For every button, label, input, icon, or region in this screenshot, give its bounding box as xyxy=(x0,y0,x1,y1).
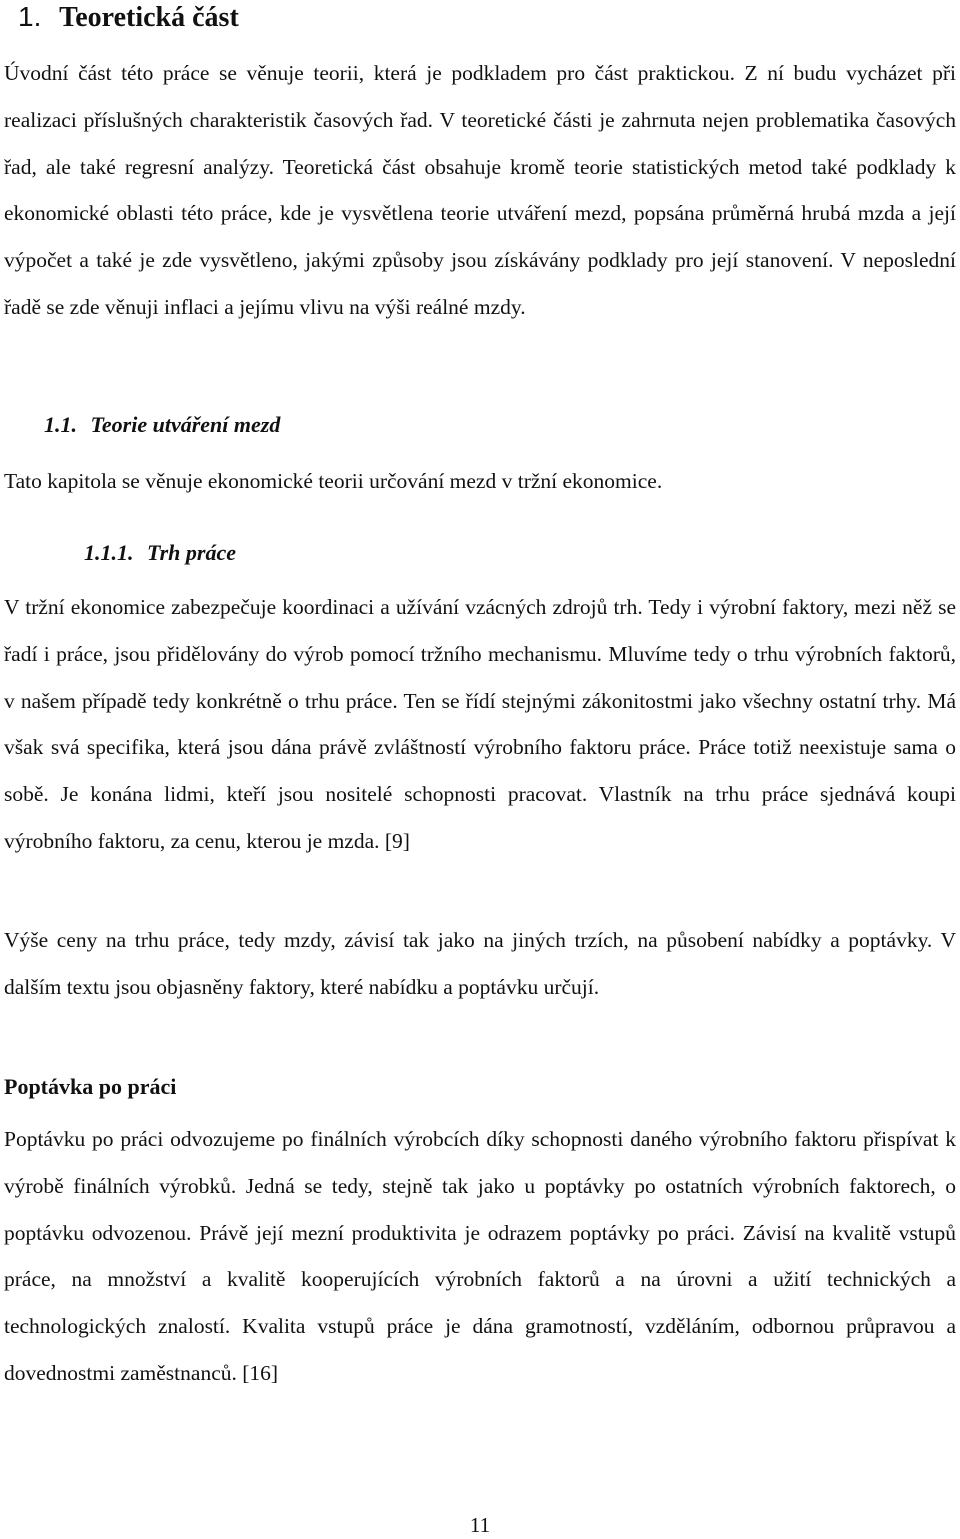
labor-demand-heading: Poptávka po práci xyxy=(4,1074,177,1099)
section-number: 1.1. xyxy=(44,412,77,437)
chapter-heading xyxy=(18,0,239,35)
labor-market-paragraph-1: V tržní ekonomice zabezpečuje koordinaci a užívání vzácných zdrojů trh. Tedy i výrobní faktory, mezi něž se řadí i práce, jsou přidělovány do výrob pomocí tržního mechanismu. Mluvíme tedy o trhu výrobních faktorů, v našem případě tedy konkrétně o trhu práce. Ten se řídí stejnými zákonitostmi jako všechny ostatní trhy. Má však svá specifika, která jsou dána právě zvláštností výrobního faktoru práce. Práce totiž neexistuje sama o sobě. Je konána lidmi, kteří jsou nositelé schopnosti pracovat. Vlastník na trhu práce sjednává koupi výrobního faktoru, za cenu, kterou je mzda. [9] xyxy=(4,595,956,853)
labor-market-paragraph-2: Výše ceny na trhu práce, tedy mzdy, závisí tak jako na jiných trzích, na působení nabídky a poptávky. V dalším textu jsou objasněny faktory, které nabídku a poptávku určují. xyxy=(4,928,956,999)
intro-paragraph: Úvodní část této práce se věnuje teorii, která je podkladem pro část praktickou. Z ní budu vycházet při realizaci příslušných charakteristik časových řad. V teoretické části je zahrnuta nejen problematika časových řad, ale také regresní analýzy. Teoretická část obsahuje kromě teorie statistických metod také podklady k ekonomické oblasti této práce, kde je vysvětlena teorie utváření mezd, popsána průměrná hrubá mzda a její výpočet a také je zde vysvětleno, jakými způsoby jsou získávány podklady pro její stanovení. V neposlední řadě se zde věnuji inflaci a jejímu vlivu na výši reálné mzdy. xyxy=(4,61,956,319)
chapter-title: Teoretická část xyxy=(59,2,239,33)
page-number: 11 xyxy=(469,1513,491,1537)
subsection-heading xyxy=(84,538,236,568)
chapter-intro-paragraph: Tato kapitola se věnuje ekonomické teorii určování mezd v tržní ekonomice. xyxy=(4,469,663,493)
chapter-number: 1. xyxy=(18,1,42,32)
section-title: Teorie utváření mezd xyxy=(90,412,281,437)
labor-demand-paragraph: Poptávku po práci odvozujeme po finálních výrobcích díky schopnosti daného výrobního faktoru přispívat k výrobě finálních výrobků. Jedná se tedy, stejně tak jako u poptávky po ostatních výrobních faktorech, o poptávku odvozenou. Právě její mezní produktivita je odrazem poptávky po práci. Závisí na kvalitě vstupů práce, na množství a kvalitě kooperujících výrobních faktorů a na úrovni a užití technických a technologických znalostí. Kvalita vstupů práce je dána gramotností, vzděláním, odbornou průpravou a dovednostmi zaměstnanců. [16] xyxy=(4,1127,956,1385)
subsection-title: Trh práce xyxy=(147,540,237,565)
section-heading xyxy=(44,410,280,440)
subsection-number: 1.1.1. xyxy=(84,540,134,565)
